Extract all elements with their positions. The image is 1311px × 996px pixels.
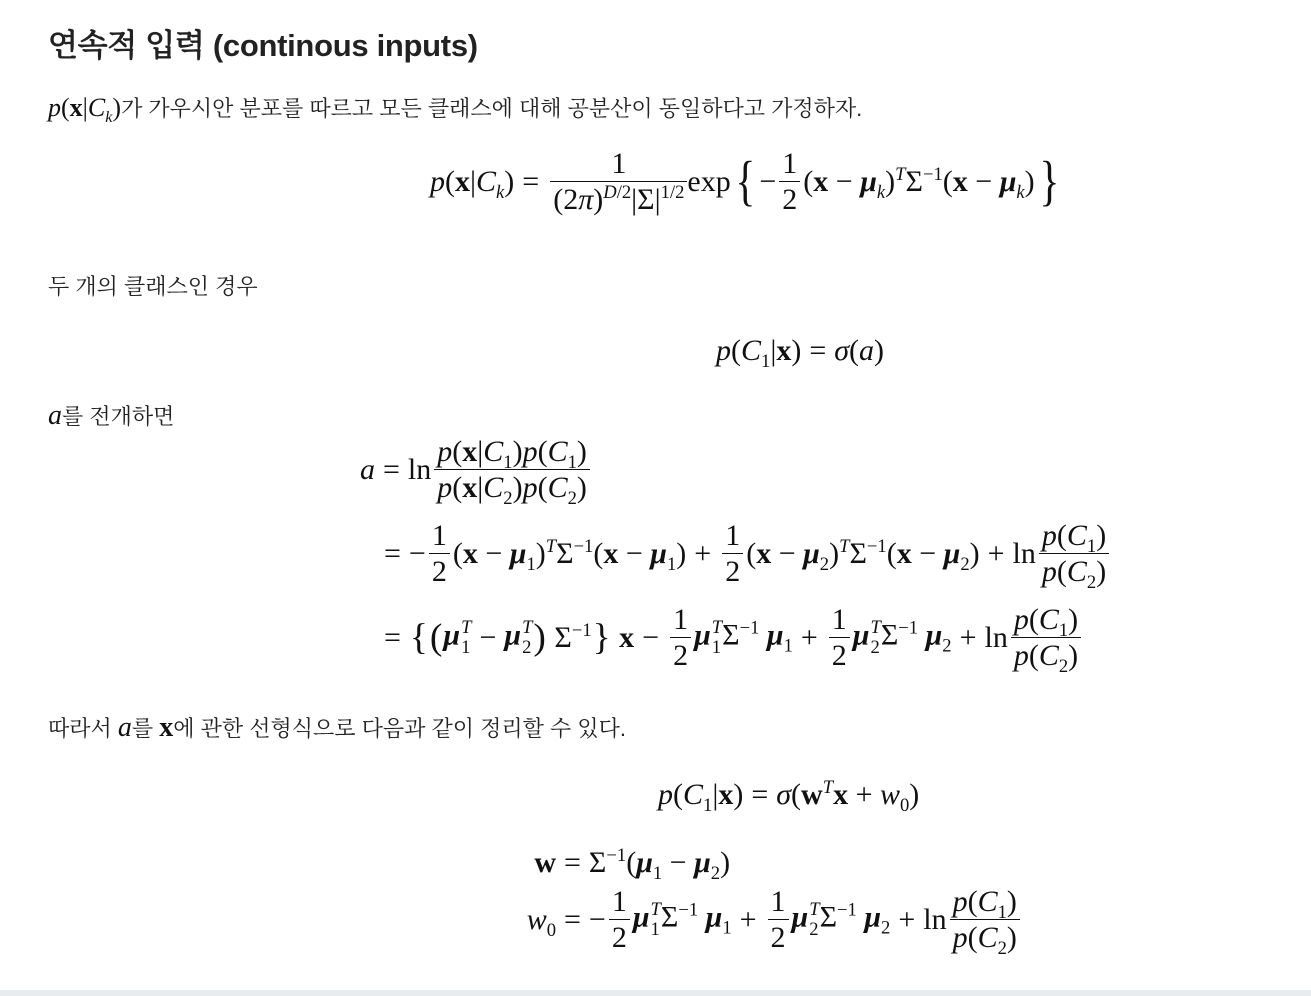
- linear-posterior-equation: $p(C_1|x)$ = $\sigma(w^Tx + w_0)$: [658, 777, 920, 816]
- conclusion-paragraph: [48, 712, 626, 744]
- a-definition-line-2: = − $\frac{1}{2}$ $(x - \mu_1)^T\Sigma^{-1}(x - \mu_1)$ + $\frac{1}{2}$ $(x - \mu_2)^T\Sigma^{-1}(x - \mu_2)$ + ln $\frac{p(C_1)}{p(C_2)}$: [384, 520, 1112, 587]
- conclusion-text-2: 를: [131, 716, 154, 741]
- intro-text: 가 가우시안 분포를 따르고 모든 클래스에 대해 공분산이 동일하다고 가정하자.: [121, 96, 863, 121]
- inline-math-x: x: [159, 712, 174, 743]
- a-definition-line-1: a = ln $\frac{p(x|C_1)p(C_1)}{p(x|C_2)p(C_2)}$: [360, 436, 593, 503]
- two-class-paragraph: 두 개의 클래스인 경우: [48, 274, 258, 299]
- inline-math-a: a: [48, 400, 62, 431]
- inline-math-a-2: a: [117, 712, 132, 743]
- w-definition-equation: w = $\Sigma^{-1}(\mu_1 - \mu_2)$: [534, 845, 731, 884]
- page-title: 연속적 입력 (continous inputs): [48, 28, 478, 63]
- posterior-sigmoid-equation: $p(C_1|x)$ = σ(a): [716, 334, 885, 372]
- a-definition-line-3: = { ( μ T 1 − μ T 2 ) $\Sigma^{-1}$ } x − $\frac{1}{2}$ μ T 1 $\Sigma^{-1}$ $\mu_1$ + $\frac{1}{2}$ μ T 2 $\Sigma^{-1}$ $\mu_2$ + ln $\frac{p(C_1)}{p(C_2)}$: [384, 604, 1084, 671]
- w0-definition-equation: $w_0$ = − $\frac{1}{2}$ μ T 1 $\Sigma^{-1}$ $\mu_1$ + $\frac{1}{2}$ μ T 2 $\Sigma^{-1}$ $\mu_2$ + ln $\frac{p(C_1)}{p(C_2)}$: [516, 886, 1023, 953]
- conclusion-text-1: 따라서: [48, 716, 112, 741]
- bottom-bar: [0, 990, 1311, 996]
- intro-paragraph: [48, 92, 863, 127]
- gaussian-density-equation: $p(x|C_k)$ = $\frac{1}{(2\pi)^{D/2}|\Sigma|^{1/2}}$ exp { − $\frac{1}{2}$ $(x - \mu_k)^T\Sigma^{-1}(x - \mu_k)$ }: [430, 147, 1059, 216]
- conclusion-text-3: 에 관한 선형식으로 다음과 같이 정리할 수 있다.: [173, 716, 626, 741]
- expand-paragraph: [48, 400, 174, 432]
- inline-math-p-x-given-ck: $p(x|C_k)$: [48, 93, 122, 127]
- expand-text: 를 전개하면: [62, 404, 175, 429]
